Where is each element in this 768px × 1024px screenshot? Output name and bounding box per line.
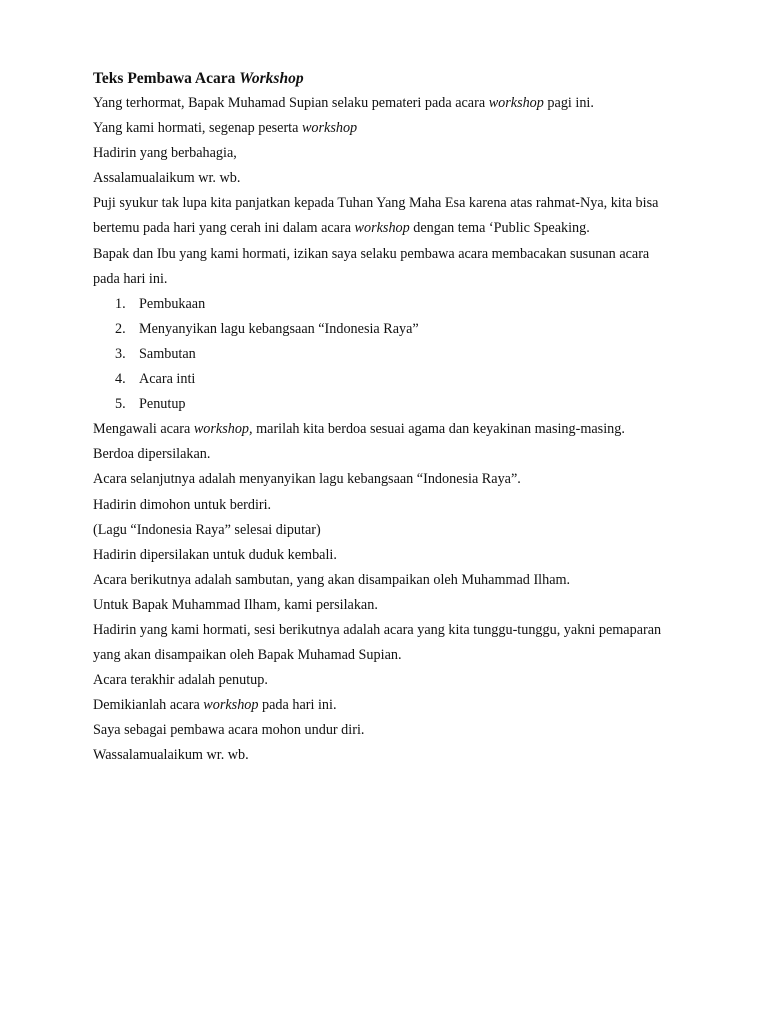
closing-paragraphs	[93, 417, 733, 768]
text-run: (Lagu “Indonesia Raya” selesai diputar)	[93, 521, 321, 538]
text-line	[93, 116, 733, 141]
text-run: Untuk Bapak Muhammad Ilham, kami persilakan.	[93, 596, 378, 613]
text-run: Mengawali acara	[93, 421, 194, 438]
text-run: Wassalamualaikum wr. wb.	[93, 747, 249, 764]
document-title-emphasis: Workshop	[239, 70, 304, 87]
agenda-item-label: Menyanyikan lagu kebangsaan “Indonesia Raya”	[139, 320, 419, 337]
text-line	[93, 191, 733, 216]
text-line	[93, 593, 733, 618]
agenda-item-label: Pembukaan	[139, 295, 206, 312]
text-line	[93, 718, 733, 743]
text-line	[93, 267, 733, 292]
agenda-item	[93, 342, 733, 367]
agenda-list	[93, 292, 733, 417]
text-line	[93, 668, 733, 693]
text-line	[93, 693, 733, 718]
text-run-italic: workshop	[301, 120, 358, 137]
opening-paragraphs	[93, 91, 733, 292]
agenda-item-label: Sambutan	[139, 345, 196, 362]
text-line	[93, 467, 733, 492]
text-run: Saya sebagai pembawa acara mohon undur diri.	[93, 722, 365, 739]
text-line	[93, 568, 733, 593]
text-run: Acara terakhir adalah penutup.	[93, 672, 268, 689]
text-run: Yang kami hormati, segenap peserta	[93, 120, 302, 137]
agenda-item	[93, 317, 733, 342]
text-run: Puji syukur tak lupa kita panjatkan kepada Tuhan Yang Maha Esa karena atas rahmat-Nya, kita bisa	[93, 195, 659, 212]
text-run: Hadirin dimohon untuk berdiri.	[93, 496, 272, 513]
agenda-item-label: Acara inti	[139, 371, 196, 388]
text-line	[93, 91, 733, 116]
text-line	[93, 166, 733, 191]
text-run-italic: workshop	[488, 95, 544, 111]
text-run: pada hari ini.	[93, 270, 168, 287]
agenda-item-number: 4.	[115, 371, 126, 388]
agenda-item	[93, 367, 733, 392]
text-line	[93, 518, 733, 543]
text-run: Hadirin yang kami hormati, sesi berikutnya adalah acara yang kita tunggu-tunggu, yakni pemaparan	[93, 621, 662, 638]
text-line	[93, 442, 733, 467]
text-run: yang akan disampaikan oleh Bapak Muhamad Supian.	[93, 647, 402, 664]
text-run: Hadirin yang berbahagia,	[93, 145, 237, 162]
text-run: Demikianlah acara	[93, 697, 204, 714]
agenda-item	[93, 392, 733, 417]
text-run: Bapak dan Ibu yang kami hormati, izikan saya selaku pembawa acara membacakan susunan acara	[93, 245, 650, 262]
text-run: dengan tema ‘Public Speaking.	[409, 220, 590, 237]
text-line	[93, 141, 733, 166]
text-run: pada hari ini.	[258, 697, 337, 714]
text-line	[93, 242, 733, 267]
document-page	[93, 66, 733, 769]
agenda-item-number: 3.	[115, 345, 126, 362]
text-run: Yang terhormat, Bapak Muhamad Supian selaku pemateri pada acara	[93, 95, 489, 111]
agenda-item-number: 1.	[115, 295, 126, 312]
text-run: Assalamualaikum wr. wb.	[93, 170, 241, 187]
text-line	[93, 743, 733, 768]
text-run-italic: workshop	[354, 220, 410, 237]
text-line	[93, 643, 733, 668]
document-title	[93, 66, 733, 91]
text-run: Berdoa dipersilakan.	[93, 446, 211, 463]
document-title-text: Teks Pembawa Acara	[93, 70, 240, 87]
agenda-item-number: 5.	[115, 396, 126, 413]
agenda-item	[93, 292, 733, 317]
text-run: marilah kita berdoa sesuai agama dan keyakinan masing-masing.	[252, 421, 625, 438]
text-line	[93, 216, 733, 241]
text-run: Acara selanjutnya adalah menyanyikan lagu kebangsaan “Indonesia Raya”.	[93, 471, 521, 488]
text-line	[93, 417, 733, 442]
text-line	[93, 543, 733, 568]
agenda-item-label: Penutup	[139, 396, 186, 413]
text-run: bertemu pada hari yang cerah ini dalam acara	[93, 220, 355, 237]
text-line	[93, 618, 733, 643]
text-line	[93, 493, 733, 518]
text-run-italic: workshop	[203, 697, 259, 714]
text-run: Hadirin dipersilakan untuk duduk kembali.	[93, 546, 337, 563]
text-run-italic: workshop,	[193, 421, 253, 438]
agenda-item-number: 2.	[115, 320, 126, 337]
text-run: Acara berikutnya adalah sambutan, yang akan disampaikan oleh Muhammad Ilham.	[93, 571, 571, 588]
text-run: pagi ini.	[543, 95, 594, 111]
